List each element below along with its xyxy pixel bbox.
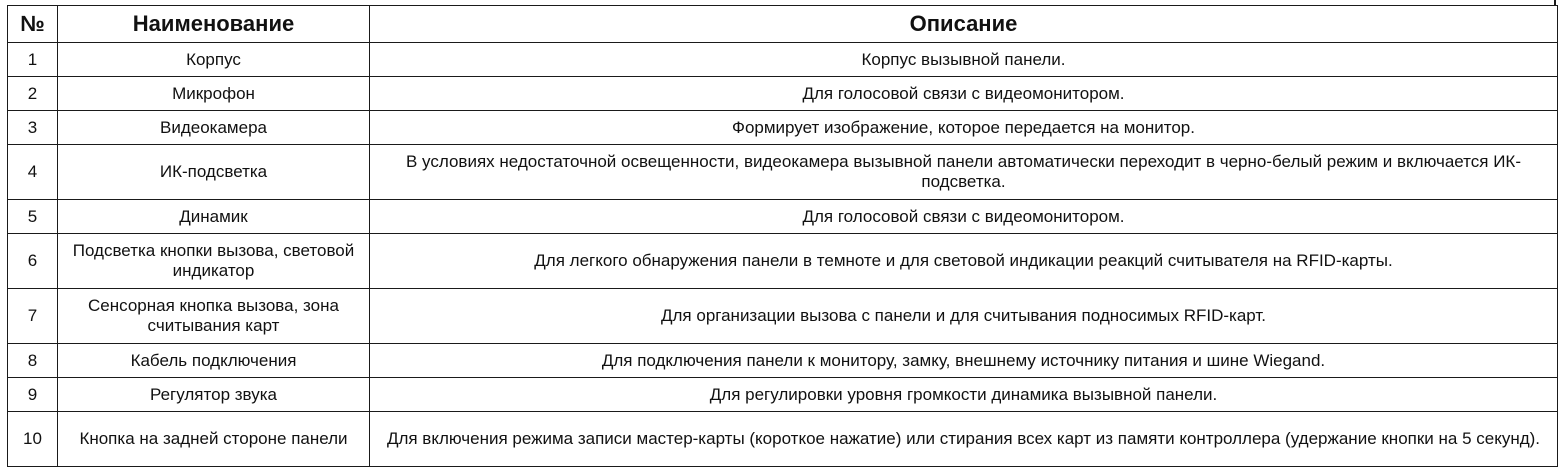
row-number: 5 <box>8 200 58 234</box>
table-row <box>8 145 1558 200</box>
row-name: Подсветка кнопки вызова, световой индикатор <box>58 234 370 289</box>
row-number: 4 <box>8 145 58 200</box>
row-number: 10 <box>8 412 58 467</box>
table-row <box>8 234 1558 289</box>
row-name: Кнопка на задней стороне панели <box>58 412 370 467</box>
row-number: 9 <box>8 378 58 412</box>
row-number: 1 <box>8 43 58 77</box>
row-description: Корпус вызывной панели. <box>370 43 1558 77</box>
row-description: Формирует изображение, которое передается на монитор. <box>370 111 1558 145</box>
row-name: Сенсорная кнопка вызова, зона считывания карт <box>58 289 370 344</box>
row-name: Микрофон <box>58 77 370 111</box>
row-description: Для регулировки уровня громкости динамика вызывной панели. <box>370 378 1558 412</box>
row-description: Для голосовой связи с видеомонитором. <box>370 200 1558 234</box>
table-row <box>8 43 1558 77</box>
table-row <box>8 289 1558 344</box>
row-description: Для легкого обнаружения панели в темноте и для световой индикации реакций считывателя на RFID-карты. <box>370 234 1558 289</box>
row-description: В условиях недостаточной освещенности, видеокамера вызывной панели автоматически переходит в черно-белый режим и включается ИК-подсветка. <box>370 145 1558 200</box>
row-description: Для включения режима записи мастер-карты (короткое нажатие) или стирания всех карт из памяти контроллера (удержание кнопки на 5 секунд). <box>370 412 1558 467</box>
table-row <box>8 200 1558 234</box>
row-name: Видеокамера <box>58 111 370 145</box>
table-row <box>8 378 1558 412</box>
row-name: Корпус <box>58 43 370 77</box>
row-number: 7 <box>8 289 58 344</box>
row-number: 2 <box>8 77 58 111</box>
header-description: Описание <box>370 6 1558 43</box>
table-row <box>8 111 1558 145</box>
table-row <box>8 344 1558 378</box>
row-description: Для организации вызова с панели и для считывания подносимых RFID-карт. <box>370 289 1558 344</box>
row-number: 3 <box>8 111 58 145</box>
header-name: Наименование <box>58 6 370 43</box>
table-header-row <box>8 6 1558 43</box>
table-row <box>8 412 1558 467</box>
row-number: 8 <box>8 344 58 378</box>
row-description: Для подключения панели к монитору, замку, внешнему источнику питания и шине Wiegand. <box>370 344 1558 378</box>
header-number: № <box>8 6 58 43</box>
row-name: ИК-подсветка <box>58 145 370 200</box>
row-name: Регулятор звука <box>58 378 370 412</box>
components-table <box>7 5 1558 467</box>
row-description: Для голосовой связи с видеомонитором. <box>370 77 1558 111</box>
table-row <box>8 77 1558 111</box>
row-number: 6 <box>8 234 58 289</box>
row-name: Динамик <box>58 200 370 234</box>
row-name: Кабель подключения <box>58 344 370 378</box>
